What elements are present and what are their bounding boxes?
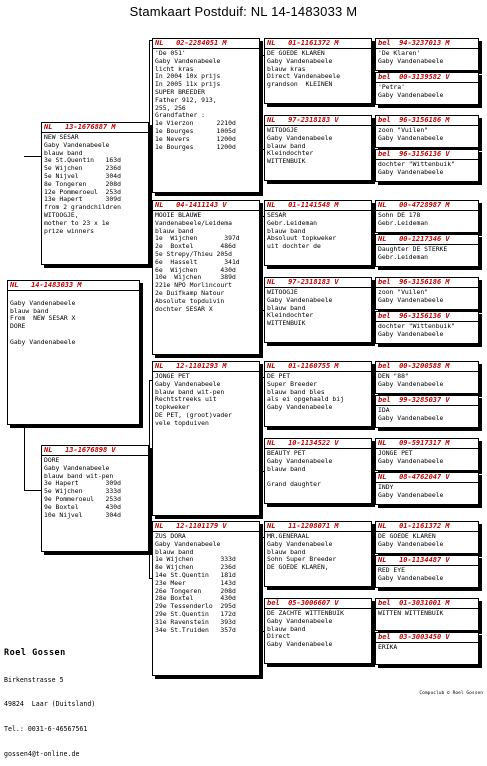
- detail-line: 5e Strepy/Thieu 205d: [155, 249, 232, 258]
- detail-line: vele topduiven: [155, 418, 209, 427]
- pedigree-connector: [149, 380, 150, 578]
- pedigree-card-g1: [375, 38, 479, 71]
- header-divider: [376, 405, 478, 406]
- detail-line: Gaby Vandenabeele: [378, 167, 444, 176]
- pigeon-details: [378, 484, 477, 500]
- pigeon-details: [155, 373, 258, 428]
- detail-line: 5e Nijvel 304d: [44, 171, 121, 180]
- owner-address-line: 49824 Laar (Duitsland): [4, 700, 96, 709]
- detail-line: JONGE PET: [155, 372, 190, 380]
- detail-line: blauw band: [155, 226, 194, 235]
- detail-line: 255, 256: [155, 103, 186, 112]
- detail-line: blauw band: [267, 226, 306, 235]
- pigeon-details: [378, 50, 477, 66]
- pedigree-connector: [372, 289, 373, 323]
- detail-line: WITOOGJE: [267, 126, 298, 134]
- pigeon-details: [378, 246, 477, 262]
- owner-block: [4, 632, 95, 766]
- detail-line: Gaby Vandenabeele: [267, 133, 333, 142]
- detail-line: blauw band: [267, 464, 306, 473]
- detail-line: 9e Pommeroeul 253d: [44, 494, 121, 503]
- detail-line: blauw band wit-pen: [155, 387, 225, 396]
- pedigree-connector: [372, 450, 373, 484]
- pigeon-details: [378, 567, 477, 583]
- ring-number: NL 10-1134522 V: [267, 439, 339, 447]
- pedigree-card-sd: [152, 200, 260, 355]
- detail-line: From NEW SESAR X: [10, 314, 76, 323]
- ring-number: bel 00-3139582 V: [378, 73, 450, 81]
- detail-line: dochter "Wittenbuik": [378, 160, 455, 168]
- pedigree-card-ss: [152, 38, 260, 193]
- detail-line: blauw band: [267, 547, 306, 556]
- detail-line: blauw band: [267, 303, 306, 312]
- pedigree-card-subject: [7, 280, 140, 425]
- detail-line: Absoluut topkweker: [267, 234, 337, 243]
- detail-line: Gaby Vandenabeele: [267, 616, 333, 625]
- detail-line: NEW SESAR: [44, 133, 79, 141]
- pigeon-details: [378, 212, 477, 228]
- pedigree-card-dam: [41, 445, 149, 552]
- detail-line: Gaby Vandenabeele: [378, 295, 444, 304]
- pedigree-connector: [260, 216, 261, 310]
- owner-address-line: Birkenstrasse 5: [4, 675, 64, 684]
- ring-number: NL 02-2284051 M: [155, 39, 227, 47]
- detail-line: blauw band bles: [267, 387, 325, 396]
- detail-line: JONGE PET: [378, 449, 413, 457]
- pedigree-connector: [260, 55, 261, 149]
- ring-number: bel 03-3003450 V: [378, 633, 450, 641]
- ring-number: NL 00-1217346 V: [378, 235, 450, 243]
- detail-line: Grand daughter: [267, 480, 321, 489]
- detail-line: topkweker: [155, 403, 190, 412]
- detail-line: 'De 051': [155, 49, 186, 57]
- ring-number: NL 12-1101179 V: [155, 522, 227, 530]
- detail-line: IDA: [378, 406, 390, 414]
- detail-line: ERIKA: [378, 643, 398, 651]
- detail-line: Sohn DE 178: [378, 211, 421, 219]
- detail-line: 8e Tongeren 208d: [44, 179, 121, 188]
- detail-line: WITTENBUIK: [267, 319, 306, 328]
- pigeon-details: [267, 289, 370, 328]
- pedigree-card-g8: [375, 311, 479, 344]
- detail-line: MOOIE BLAUWE: [155, 211, 202, 219]
- detail-line: Gaby Vandenabeele: [378, 133, 444, 142]
- detail-line: blauw band: [44, 148, 83, 157]
- detail-line: blauw band: [10, 306, 49, 315]
- pedigree-card-g10: [375, 395, 479, 428]
- detail-line: In 2005 11x prijs: [155, 80, 221, 89]
- detail-line: WITOOGJE: [267, 288, 298, 296]
- pedigree-card-g15: [375, 598, 479, 631]
- pedigree-card-g4: [375, 149, 479, 182]
- detail-line: Gaby Vandenabeele: [378, 573, 444, 582]
- detail-line: Kleindochter: [267, 149, 314, 158]
- pedigree-connector: [372, 50, 373, 84]
- detail-line: 12e Pommeroeul 253d: [44, 187, 121, 196]
- detail-line: DEN "88": [378, 372, 409, 380]
- ring-number: NL 00-4728987 M: [378, 201, 450, 209]
- detail-line: Gaby Vandenabeele: [267, 56, 333, 65]
- ring-number: NL 97-2318183 V: [267, 116, 339, 124]
- pedigree-card-ssd: [264, 115, 372, 181]
- pedigree-card-dds: [264, 521, 372, 587]
- detail-line: Rechtstreeks uit: [155, 395, 217, 404]
- pedigree-card-g13: [375, 521, 479, 554]
- detail-line: als ei opgehaald bij: [267, 395, 344, 404]
- pigeon-details: [267, 127, 370, 166]
- detail-line: mother to 23 x 1e: [44, 218, 110, 227]
- pedigree-card-dss: [264, 361, 372, 427]
- pedigree-connector: [372, 533, 373, 567]
- pedigree-card-g12: [375, 472, 479, 505]
- detail-line: DE GOEDE KLAREN: [378, 532, 436, 540]
- ring-number: bel 96-3156136 V: [378, 150, 450, 158]
- pigeon-details: [267, 50, 370, 89]
- detail-line: blauw band: [267, 141, 306, 150]
- detail-line: Gaby Vandenabeele: [44, 140, 110, 149]
- detail-line: 29e Tessenderlo 295d: [155, 602, 236, 611]
- owner-email: gossen4@t-online.de: [4, 749, 80, 758]
- ring-number: NL 09-5917317 M: [378, 439, 450, 447]
- detail-line: Gaby Vandenabeele: [267, 539, 333, 548]
- detail-line: Absolute topduivin: [155, 296, 225, 305]
- pedigree-card-dd: [152, 521, 260, 676]
- pigeon-details: [44, 457, 147, 519]
- pigeon-details: [267, 450, 370, 489]
- ring-number: bel 96-3156186 M: [378, 116, 450, 124]
- detail-line: Gaby Vandenabeele: [155, 539, 221, 548]
- detail-line: 6e Hasselt 341d: [155, 257, 240, 266]
- pigeon-details: [267, 533, 370, 572]
- pigeon-details: [267, 212, 370, 251]
- pigeon-details: [378, 84, 477, 100]
- pedigree-card-dsd: [264, 438, 372, 504]
- detail-line: licht kras: [155, 64, 194, 73]
- detail-line: 'Petra': [378, 83, 405, 91]
- detail-line: Super Breeder: [267, 379, 318, 388]
- pigeon-details: [378, 323, 477, 339]
- detail-line: Gaby Vandenabeele: [267, 295, 333, 304]
- pigeon-details: [44, 134, 147, 235]
- ring-number: bel 01-3031001 M: [378, 599, 450, 607]
- ring-number: NL 13-1676898 V: [44, 446, 116, 454]
- detail-line: 34e St.Truiden 357d: [155, 625, 236, 634]
- detail-line: [378, 652, 477, 660]
- ring-number: NL 04-1411143 V: [155, 201, 227, 209]
- pedigree-card-g11: [375, 438, 479, 471]
- detail-line: grandson KLEINEN: [267, 80, 333, 89]
- pedigree-connector: [24, 490, 41, 491]
- pedigree-card-g14: [375, 555, 479, 588]
- pigeon-details: [10, 292, 138, 347]
- detail-line: DE GOEDE KLAREN: [267, 49, 325, 57]
- detail-line: 10e Nijvel 304d: [44, 510, 121, 519]
- pedigree-card-sdd: [264, 277, 372, 343]
- detail-line: DORE: [10, 322, 26, 331]
- detail-line: 'De Klaren': [378, 49, 421, 57]
- pigeon-details: [378, 610, 477, 626]
- pigeon-details: [378, 407, 477, 423]
- pedigree-card-g16: [375, 632, 479, 665]
- ring-number: bel 96-3156136 V: [378, 312, 450, 320]
- detail-line: dochter SESAR X: [155, 304, 213, 313]
- detail-line: BEAUTY PET: [267, 449, 306, 457]
- pigeon-details: [155, 50, 258, 151]
- detail-line: 23e Meer 143d: [155, 578, 236, 587]
- detail-line: INDY: [378, 483, 394, 491]
- owner-name: Roel Gossen: [4, 648, 66, 659]
- detail-line: 221e NPO Morlincourt: [155, 281, 232, 290]
- detail-line: 13e Hapert 309d: [44, 195, 121, 204]
- detail-line: WITTEN WITTENBUIK: [378, 609, 444, 617]
- pedigree-card-sire: [41, 122, 149, 265]
- detail-line: 29e St.Quentin 172d: [155, 609, 236, 618]
- detail-line: 1e Bourges 1200d: [155, 142, 236, 151]
- pigeon-details: [267, 373, 370, 412]
- detail-line: 8e Wijchen 236d: [155, 563, 236, 572]
- pedigree-card-ds: [152, 361, 260, 516]
- ring-number: bel 05-3006607 V: [267, 599, 339, 607]
- detail-line: 1e Wijchen 333d: [155, 555, 236, 564]
- ring-number: bel 96-3156186 M: [378, 278, 450, 286]
- pigeon-details: [155, 212, 258, 313]
- detail-line: 5e Wijchen 236d: [44, 164, 121, 173]
- detail-line: Gaby Vandenabeele: [378, 56, 444, 65]
- detail-line: 1e Bourges 1005d: [155, 126, 236, 135]
- header-divider: [8, 290, 139, 291]
- pigeon-details: [378, 127, 477, 143]
- pigeon-details: [378, 289, 477, 305]
- pigeon-details: [267, 610, 370, 649]
- detail-line: Gaby Vandenabeele: [378, 456, 444, 465]
- detail-line: 2e Boxtel 486d: [155, 242, 236, 251]
- detail-line: DE ZACHTE WITTENBUIK: [267, 609, 344, 617]
- detail-line: 5e Wijchen 333d: [44, 487, 121, 496]
- detail-line: Gebr.Leideman: [378, 252, 429, 261]
- pedigree-connector: [372, 212, 373, 246]
- ring-number: bel 99-3285037 V: [378, 396, 450, 404]
- pedigree-connector: [24, 156, 41, 157]
- pigeon-details: [378, 161, 477, 177]
- owner-phone: Tel.: 0031-6-46567561: [4, 725, 88, 734]
- detail-line: Gaby Vandenabeele: [44, 463, 110, 472]
- pedigree-card-sds: [264, 200, 372, 266]
- detail-line: dochter "Wittenbuik": [378, 322, 455, 330]
- detail-line: zoon "Vuilen": [378, 126, 429, 134]
- detail-line: Father 912, 913,: [155, 95, 217, 104]
- pigeon-details: [378, 533, 477, 549]
- detail-line: DE PET: [267, 372, 291, 380]
- ring-number: NL 01-1161372 M: [378, 522, 450, 530]
- detail-line: Gaby Vandenabeele: [378, 539, 444, 548]
- detail-line: In 2004 10x prijs: [155, 72, 221, 81]
- pedigree-card-sss: [264, 38, 372, 104]
- detail-line: 1e Wijchen 397d: [155, 234, 240, 243]
- detail-line: Gaby Vandenabeele: [378, 490, 444, 499]
- ring-number: bel 94-3237013 M: [378, 39, 450, 47]
- detail-line: MR.GENERAAL: [267, 532, 310, 540]
- pedigree-connector: [149, 40, 150, 258]
- pigeon-details: [378, 644, 477, 660]
- detail-line: Gaby Vandenabeele: [378, 379, 444, 388]
- detail-line: SUPER BREEDER: [155, 87, 206, 96]
- detail-line: [378, 618, 477, 626]
- pedigree-card-g5: [375, 200, 479, 233]
- ring-number: NL 97-2318183 V: [267, 278, 339, 286]
- detail-line: uit dochter de: [267, 242, 321, 251]
- detail-line: 6e Wijchen 430d: [155, 265, 236, 274]
- detail-line: blauw band: [155, 547, 194, 556]
- detail-line: Gebr.Leideman: [267, 218, 318, 227]
- detail-line: Gebr.Leideman: [378, 218, 429, 227]
- detail-line: Gaby Vandenabeele: [267, 456, 333, 465]
- ring-number: NL 01-1141548 M: [267, 201, 339, 209]
- detail-line: 28e Boxtel 430d: [155, 594, 236, 603]
- pedigree-connector: [372, 373, 373, 407]
- pedigree-connector: [372, 127, 373, 161]
- ring-number: NL 12-1101293 M: [155, 362, 227, 370]
- pigeon-details: [378, 373, 477, 389]
- detail-line: DORE: [44, 456, 60, 464]
- detail-line: zoon "Vuilen": [378, 288, 429, 296]
- detail-line: 31e Ravenstein 393d: [155, 617, 236, 626]
- pigeon-details: [378, 450, 477, 466]
- ring-number: NL 13-1676887 M: [44, 123, 116, 131]
- detail-line: blauw kras: [267, 64, 306, 73]
- detail-line: DE GOEDE KLAREN,: [267, 563, 329, 572]
- detail-line: Vandenabeele/Leidema: [155, 218, 232, 227]
- detail-line: Gaby Vandenabeele: [10, 337, 76, 346]
- detail-line: 10e Wijchen 389d: [155, 273, 236, 282]
- page-title: Stamkaart Postduif: NL 14-1483033 M: [129, 4, 358, 19]
- detail-line: blauw band wit-pen: [44, 471, 114, 480]
- detail-line: Daughter DE STERKE: [378, 245, 448, 253]
- pedigree-card-g2: [375, 72, 479, 105]
- detail-line: Direct Vandenabeele: [267, 72, 341, 81]
- detail-line: WITTENBUIK: [267, 157, 306, 166]
- credit-text: Compuclub © Roel Gossen: [419, 691, 483, 696]
- detail-line: 26e Tongeren 208d: [155, 586, 236, 595]
- detail-line: SESAR: [267, 211, 287, 219]
- detail-line: Gaby Vandenabeele: [378, 413, 444, 422]
- ring-number: NL 01-1160755 M: [267, 362, 339, 370]
- detail-line: Gaby Vandenabeele: [378, 329, 444, 338]
- detail-line: Kleindochter: [267, 311, 314, 320]
- pedigree-connector: [372, 610, 373, 644]
- pigeon-details: [155, 533, 258, 634]
- detail-line: Grandfather :: [155, 111, 206, 120]
- detail-line: blauw band: [267, 624, 306, 633]
- pedigree-card-g7: [375, 277, 479, 310]
- detail-line: Gaby Vandenabeele: [267, 403, 333, 412]
- pedigree-card-g3: [375, 115, 479, 148]
- ring-number: NL 14-1483033 M: [10, 281, 82, 289]
- pedigree-connector: [260, 537, 261, 631]
- detail-line: 3e St.Quentin 163d: [44, 156, 121, 165]
- detail-line: Gaby Vandenabeele: [10, 298, 76, 307]
- detail-line: WITOOGJE,: [44, 210, 79, 219]
- detail-line: Gaby Vandenabeele: [378, 90, 444, 99]
- detail-line: Gaby Vandenabeele: [155, 379, 221, 388]
- detail-line: Direct: [267, 632, 291, 641]
- ring-number: NL 01-1161372 M: [267, 39, 339, 47]
- pedigree-connector: [24, 436, 25, 490]
- detail-line: Gaby Vandenabeele: [155, 56, 221, 65]
- detail-line: prize winners: [44, 226, 95, 235]
- detail-line: 2e Duifkamp Natour: [155, 288, 225, 297]
- ring-number: NL 11-1208071 M: [267, 522, 339, 530]
- detail-line: DE PET, (groot)vader: [155, 410, 232, 419]
- detail-line: Sohn Super Breeder: [267, 555, 337, 564]
- pedigree-connector: [260, 377, 261, 471]
- detail-line: Gaby Vandenabeele: [267, 640, 333, 649]
- detail-line: 1e Vierzon 2210d: [155, 119, 236, 128]
- pedigree-card-g6: [375, 234, 479, 267]
- ring-number: bel 00-3200588 M: [378, 362, 450, 370]
- ring-number: NL 10-1134487 V: [378, 556, 450, 564]
- ring-number: NL 08-4762047 V: [378, 473, 450, 481]
- pedigree-card-g9: [375, 361, 479, 394]
- detail-line: ZUS DORA: [155, 532, 186, 540]
- detail-line: 1e Nevers 1200d: [155, 134, 236, 143]
- detail-line: RED EYE: [378, 566, 405, 574]
- detail-line: 3e Hapert 309d: [44, 479, 121, 488]
- detail-line: 14e St.Quentin 181d: [155, 570, 236, 579]
- detail-line: from 2 grandchildren: [44, 203, 121, 212]
- pedigree-card-ddd: [264, 598, 372, 664]
- detail-line: 9e Boxtel 430d: [44, 502, 121, 511]
